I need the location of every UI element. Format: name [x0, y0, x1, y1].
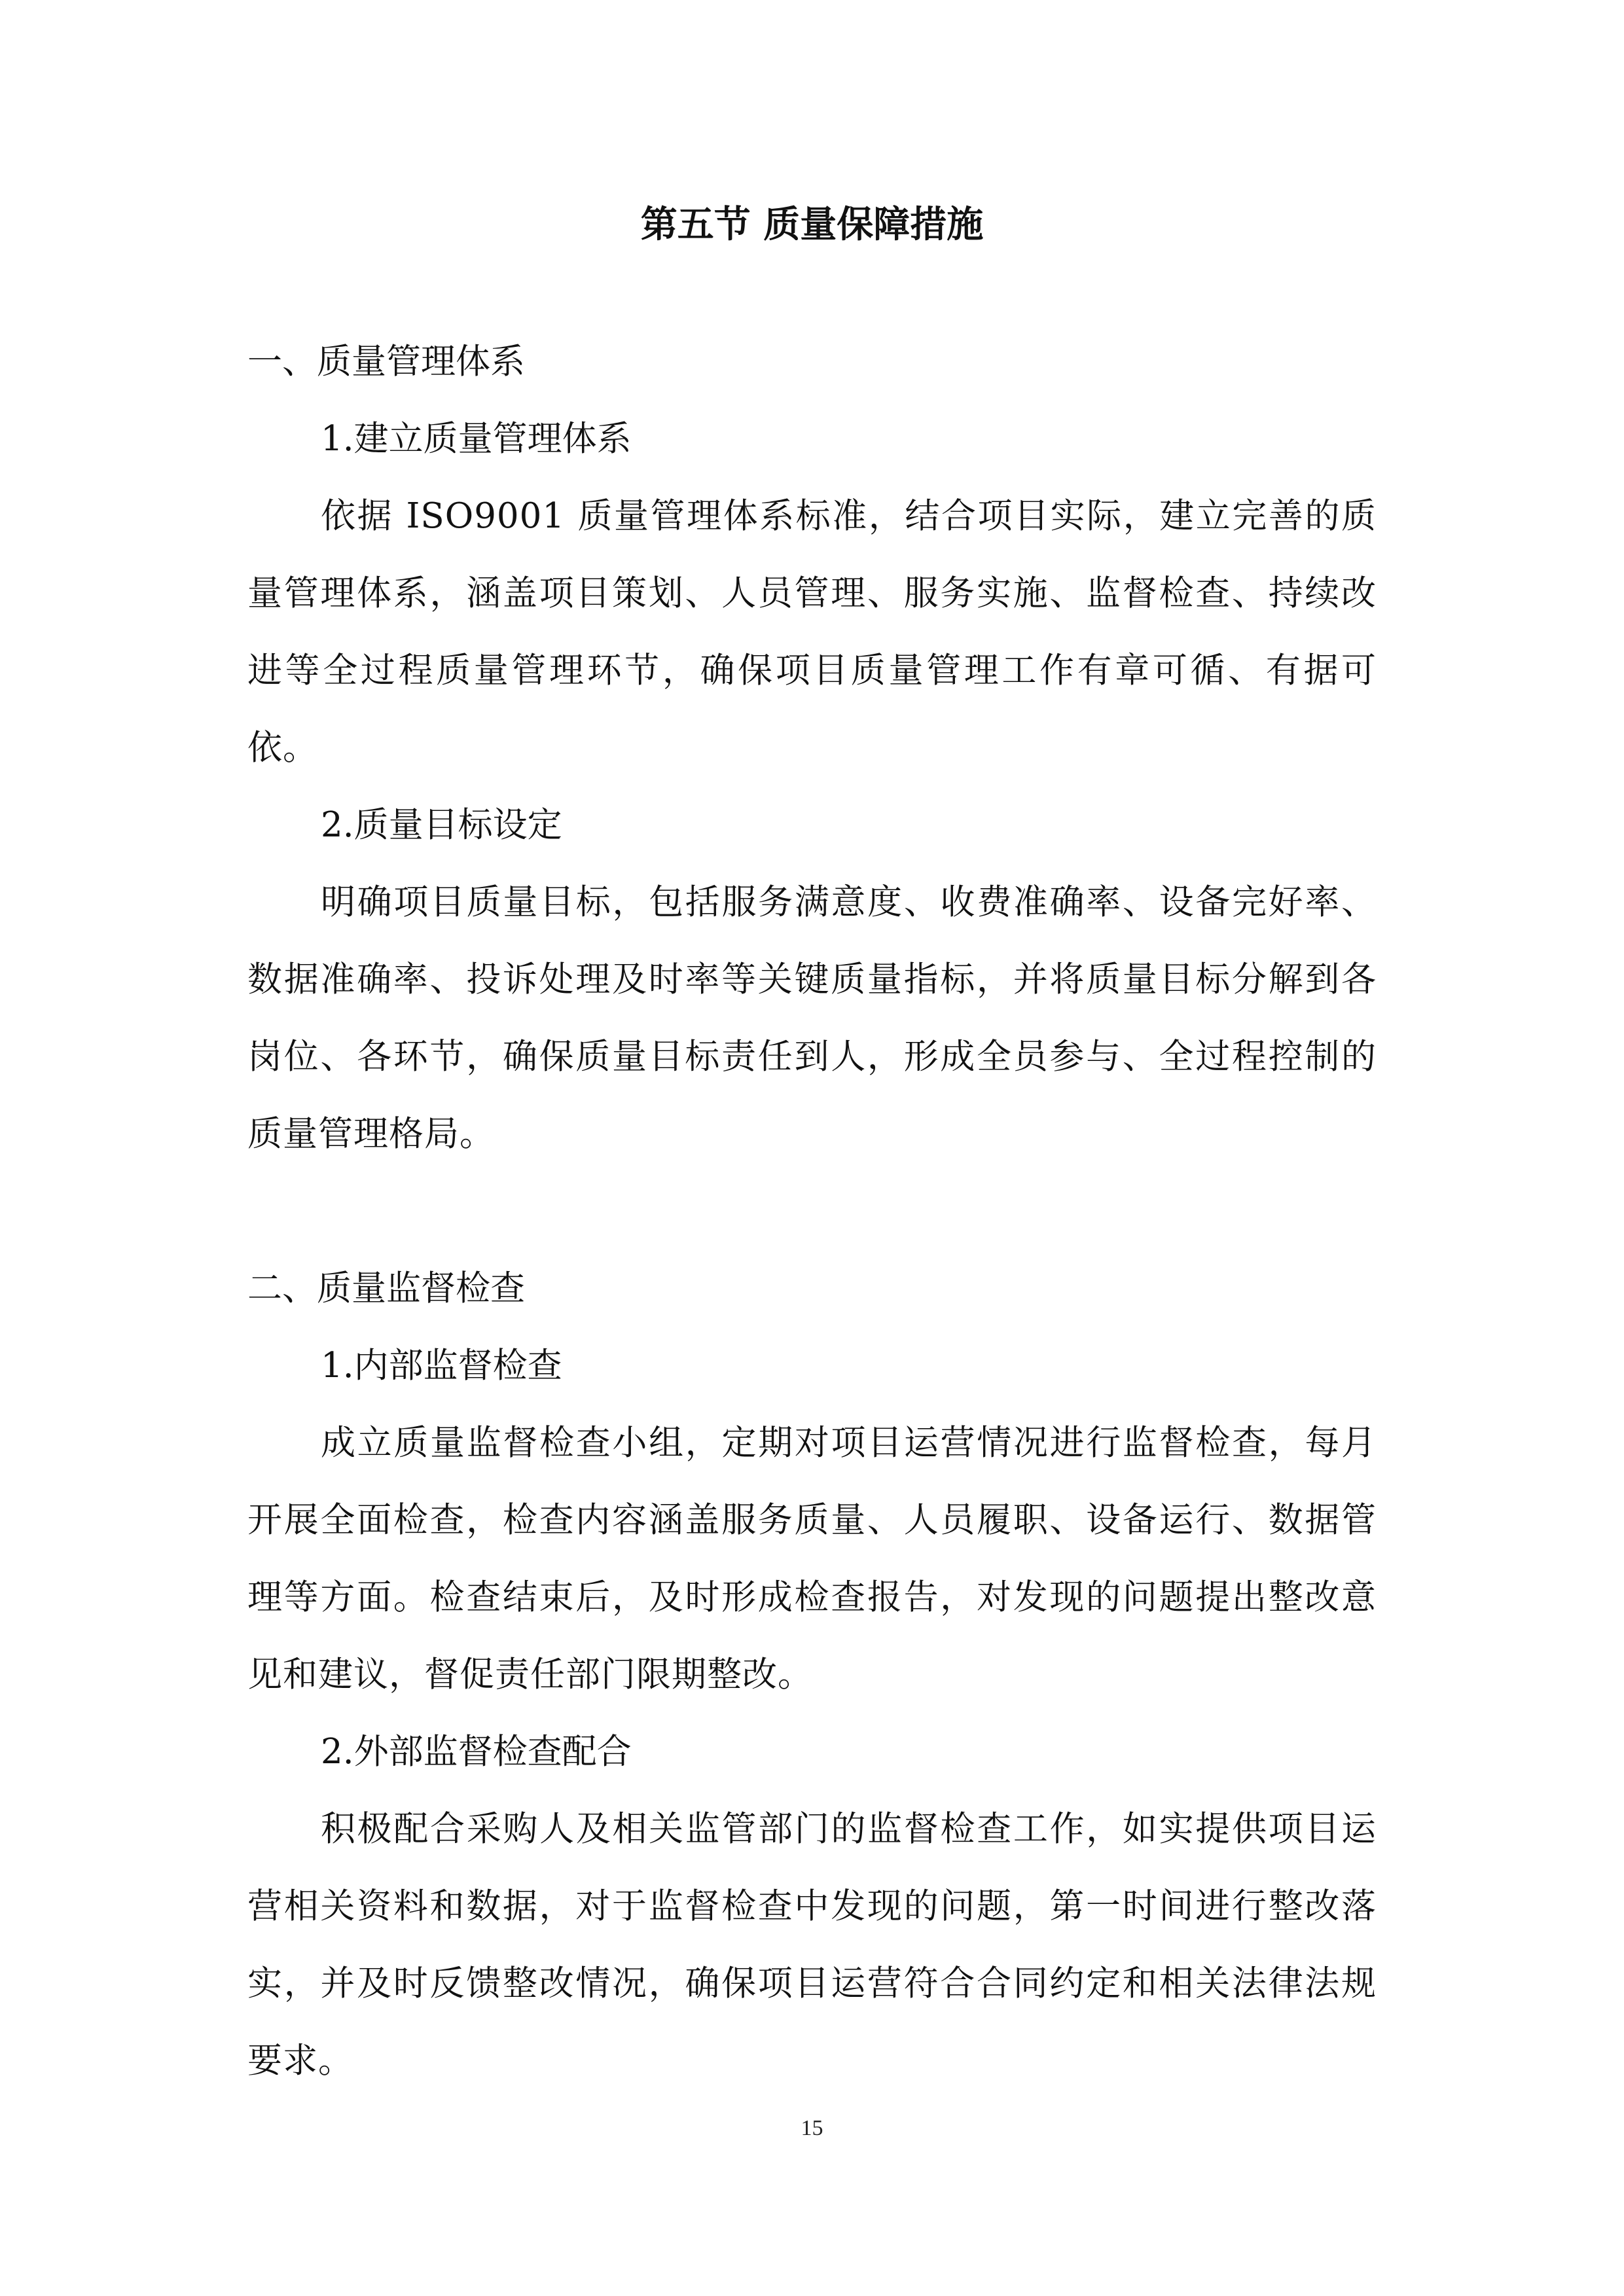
section-heading: 二、质量监督检查	[247, 1268, 525, 1308]
subsection-heading: 2.外部监督检查配合	[321, 1732, 632, 1772]
subsection-heading: 1.建立质量管理体系	[321, 419, 632, 459]
section-quality-supervision	[247, 1250, 1377, 2100]
subsection-heading: 2.质量目标设定	[321, 805, 562, 845]
body-paragraph: 明确项目质量目标，包括服务满意度、收费准确率、设备完好率、数据准确率、投诉处理及时率等关键质量指标，并将质量目标分解到各岗位、各环节，确保质量目标责任到人，形成全员参与、全过程控制的质量管理格局。	[247, 882, 1377, 1154]
page-number: 15	[801, 2116, 823, 2140]
body-paragraph: 成立质量监督检查小组，定期对项目运营情况进行监督检查，每月开展全面检查，检查内容涵盖服务质量、人员履职、设备运行、数据管理等方面。检查结束后，及时形成检查报告，对发现的问题提出整改意见和建议，督促责任部门限期整改。	[247, 1423, 1377, 1695]
page-content	[247, 188, 1377, 2100]
body-paragraph: 积极配合采购人及相关监管部门的监督检查工作，如实提供项目运营相关资料和数据，对于监督检查中发现的问题，第一时间进行整改落实，并及时反馈整改情况，确保项目运营符合合同约定和相关法律法规要求。	[247, 1809, 1377, 2081]
section-heading: 一、质量管理体系	[247, 342, 525, 382]
subsection-heading: 1.内部监督检查	[321, 1346, 562, 1386]
page-title: 第五节 质量保障措施	[640, 204, 984, 246]
body-paragraph: 依据 ISO9001 质量管理体系标准，结合项目实际，建立完善的质量管理体系，涵盖项目策划、人员管理、服务实施、监督检查、持续改进等全过程质量管理环节，确保项目质量管理工作有章可循、有据可依。	[247, 496, 1377, 768]
section-quality-management-system	[247, 323, 1377, 1173]
